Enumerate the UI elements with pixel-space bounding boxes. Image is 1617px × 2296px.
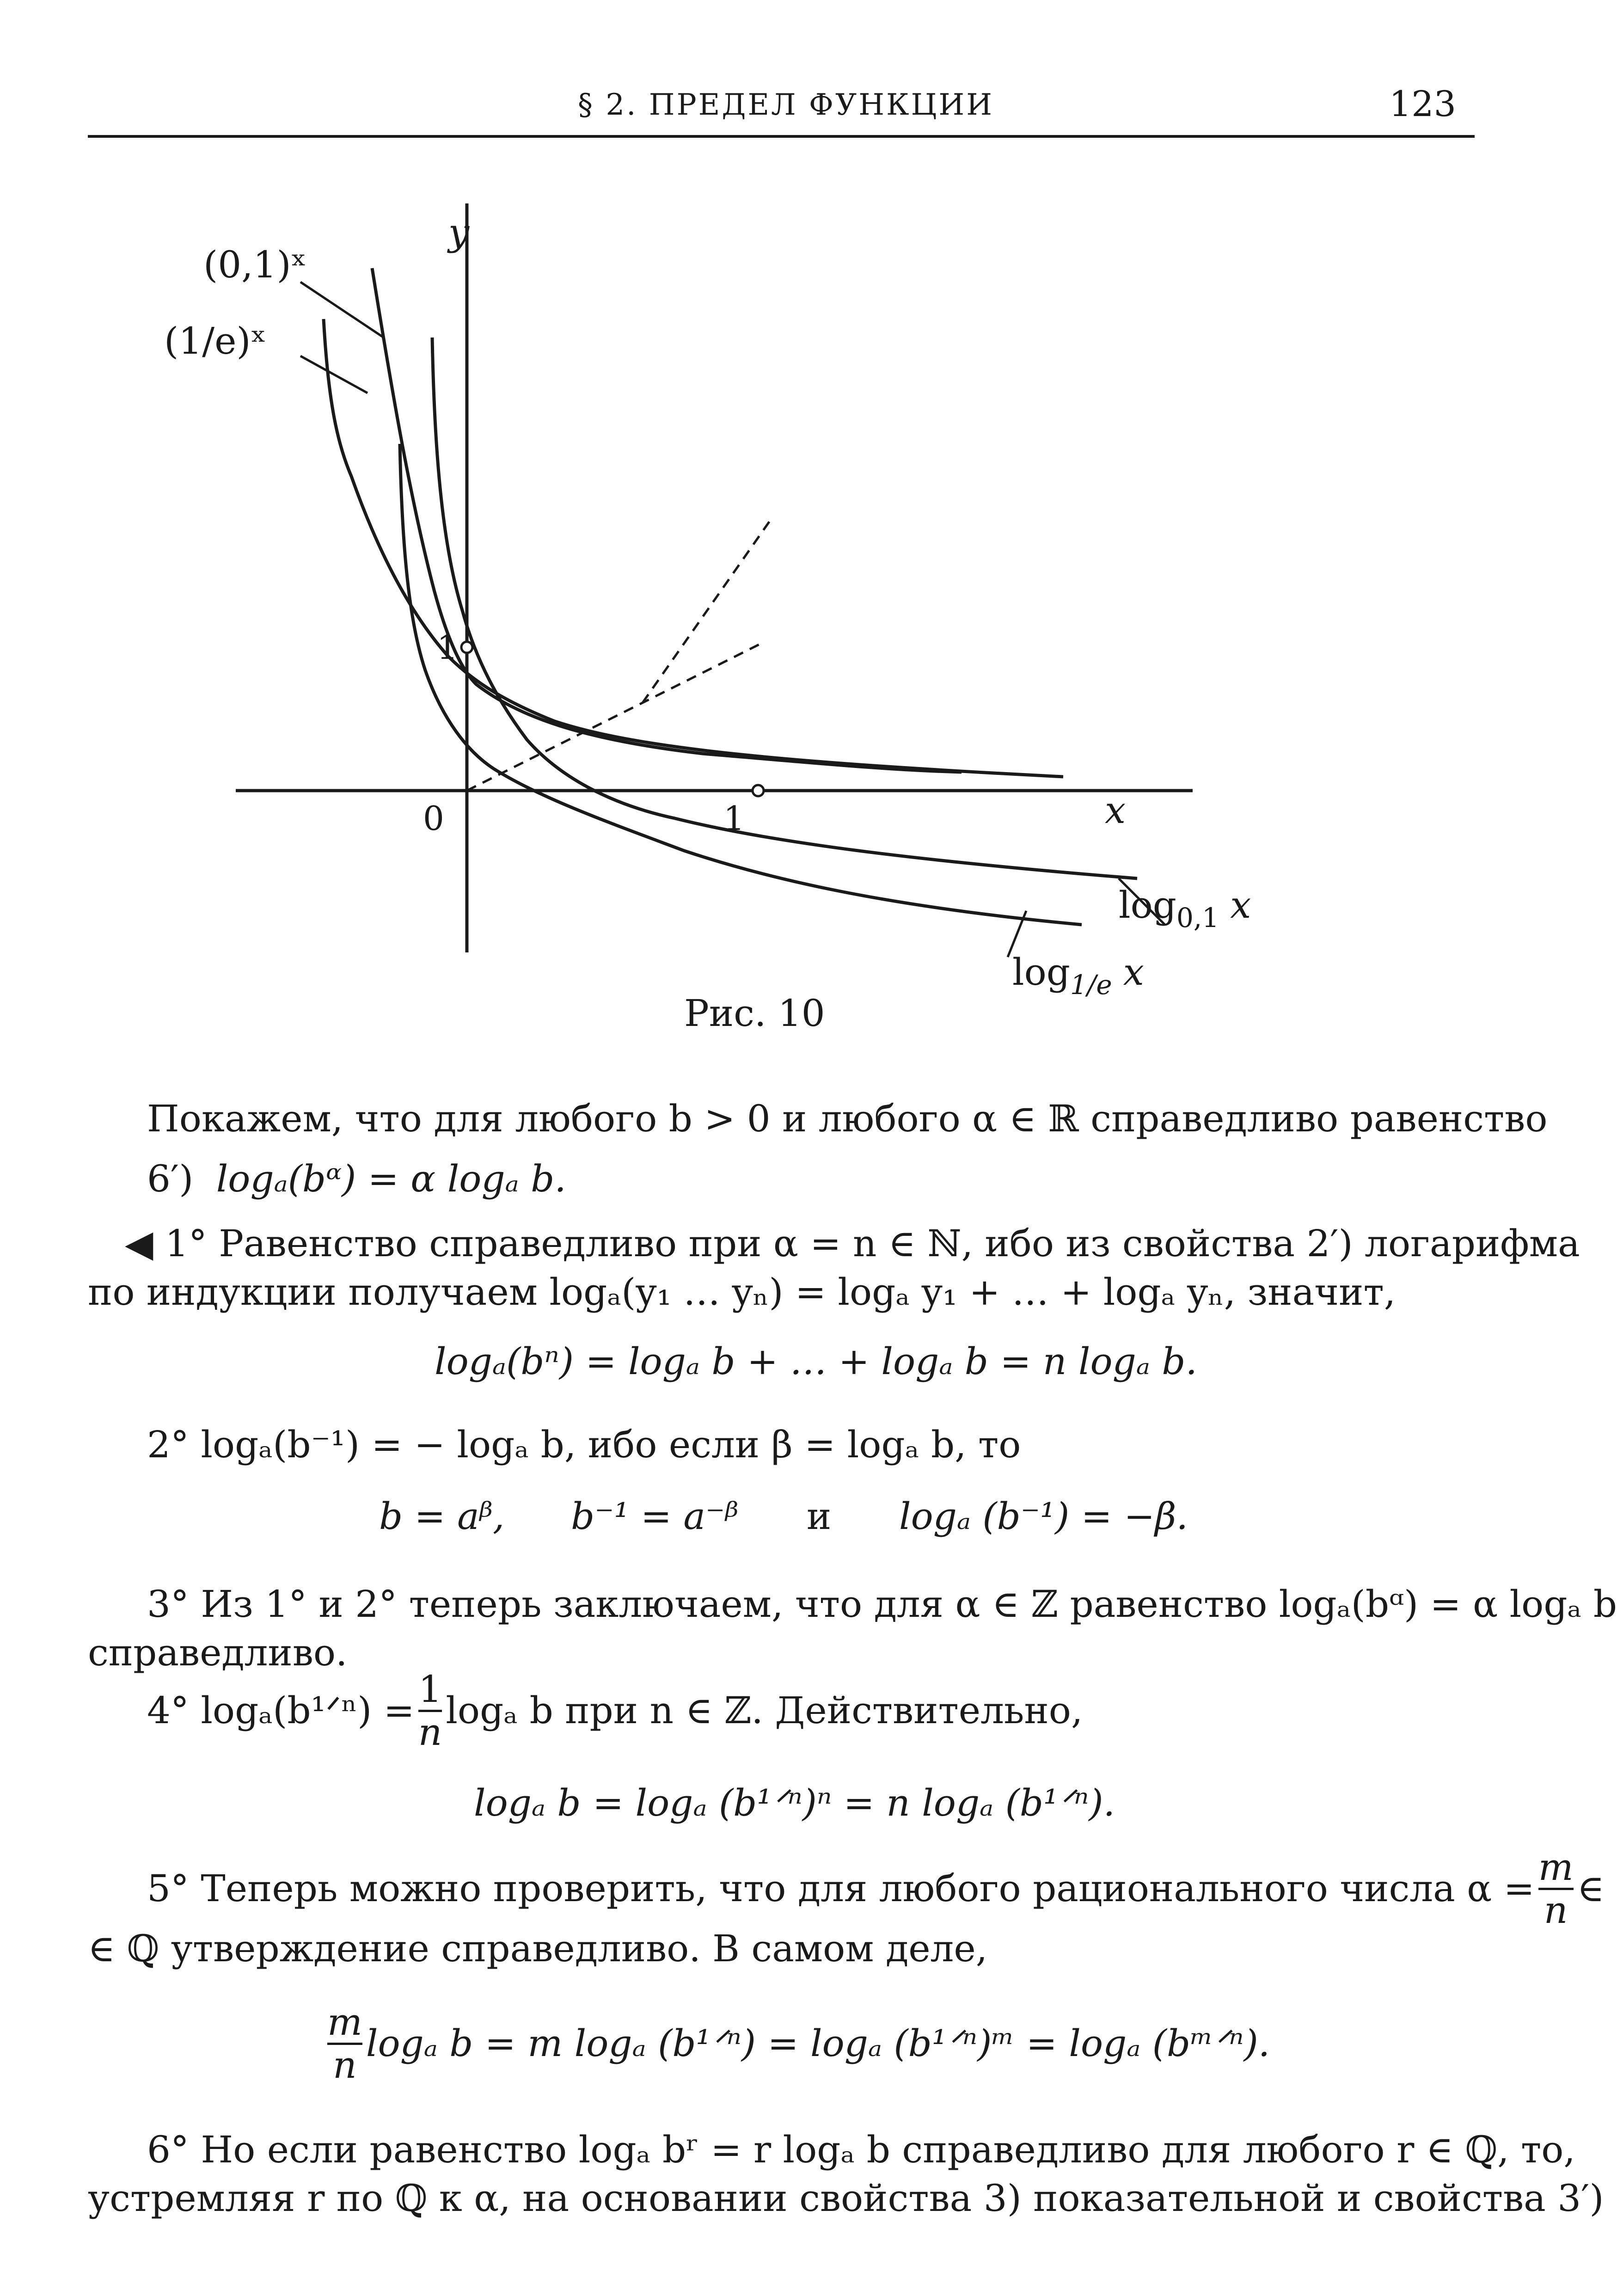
- label-x-axis: x: [1105, 789, 1126, 832]
- equation-3: logₐ b = logₐ (b¹ᐟⁿ)ⁿ = n logₐ (b¹ᐟⁿ).: [474, 1781, 1115, 1824]
- point-1-0: [753, 785, 764, 796]
- figure-10: [164, 203, 1322, 1036]
- equation-4: $\frac{m}{n}$ logₐ b = m logₐ (b¹ᐟⁿ) = logₐ (b¹ᐟⁿ)ᵐ = logₐ (bᵐᐟⁿ).: [327, 2000, 1270, 2087]
- section-title: § 2. ПРЕДЕЛ ФУНКЦИИ: [578, 88, 994, 122]
- paragraph-step-3-cont: справедливо.: [88, 1631, 348, 1674]
- label-log-0-1: $\log_{0,1} x$: [1119, 884, 1251, 933]
- equation-2d: logₐ (b⁻¹) = −β.: [899, 1495, 1188, 1538]
- bisector-line-upper: [643, 518, 772, 703]
- paragraph-step-1: ◀ 1° Равенство справедливо при α = n ∈ ℕ, ибо из свойства 2′) логарифма: [125, 1222, 1580, 1265]
- equation-2b: b⁻¹ = a⁻ᵝ: [571, 1495, 739, 1538]
- paragraph-step-4: 4° logₐ(b¹ᐟⁿ) = $\frac{1}{n}$ logₐ b при n ∈ ℤ. Действительно,: [147, 1667, 1083, 1754]
- property-6-prime: [147, 1157, 566, 1200]
- paragraph-step-6: 6° Но если равенство logₐ bʳ = r logₐ b справедливо для любого r ∈ ℚ, то,: [147, 2128, 1575, 2171]
- label-one-x: 1: [723, 799, 745, 838]
- equation-2a: b = aᵝ,: [379, 1495, 505, 1538]
- label-log-1-e: $\log_{1/e} x$: [1012, 951, 1144, 1001]
- curve-0-1-pow-x: [372, 268, 962, 772]
- label-curve-1-e-pow-x: (1/e)ˣ: [164, 319, 267, 362]
- paragraph-step-1-cont: по индукции получаем logₐ(y₁ … yₙ) = logₐ y₁ + … + logₐ yₙ, значит,: [88, 1271, 1396, 1314]
- paragraph-step-5: 5° Теперь можно проверить, что для любого рационального числа α = $\frac{m}{n}$ ∈: [147, 1845, 1605, 1932]
- label-origin: 0: [423, 799, 444, 838]
- point-0-1: [461, 642, 472, 653]
- property-label: 6′): [147, 1157, 194, 1200]
- fraction-1-over-n: $\frac{1}{n}$: [418, 1667, 442, 1754]
- header-rule: [88, 135, 1475, 138]
- leader-1-e-pow-x: [300, 356, 368, 393]
- paragraph-step-2: 2° logₐ(b⁻¹) = − logₐ b, ибо если β = logₐ b, то: [147, 1423, 1021, 1466]
- paragraph-intro: Покажем, что для любого b > 0 и любого α ∈ ℝ справедливо равенство: [147, 1097, 1548, 1140]
- paragraph-step-5-cont: ∈ ℚ утверждение справедливо. В самом деле,: [88, 1927, 988, 1970]
- fraction-m-over-n: $\frac{m}{n}$: [1538, 1845, 1574, 1932]
- fraction-m-over-n-eq: $\frac{m}{n}$: [327, 2000, 362, 2087]
- paragraph-step-3: 3° Из 1° и 2° теперь заключаем, что для α ∈ ℤ равенство logₐ(bᵅ) = α logₐ b: [147, 1583, 1617, 1626]
- running-header: [88, 69, 1475, 139]
- leader-0-1-pow-x: [300, 282, 384, 338]
- curve-log-1-e: [400, 444, 1082, 925]
- label-y-axis: y: [448, 211, 470, 254]
- equation-2c: и: [807, 1495, 832, 1538]
- label-curve-0-1-pow-x: (0,1)ˣ: [203, 243, 307, 286]
- equation-1: logₐ(bⁿ) = logₐ b + … + logₐ b = n logₐ b.: [435, 1340, 1197, 1383]
- figure-caption: Рис. 10: [684, 992, 825, 1035]
- property-formula: logₐ(bᵅ) = α logₐ b.: [216, 1157, 566, 1200]
- label-one-y: 1: [437, 628, 458, 667]
- curve-log-0-1: [432, 338, 1137, 878]
- paragraph-step-6-cont: устремляя r по ℚ к α, на основании свойства 3) показательной и свойства 3′): [88, 2177, 1604, 2220]
- page-number: 123: [1389, 83, 1456, 124]
